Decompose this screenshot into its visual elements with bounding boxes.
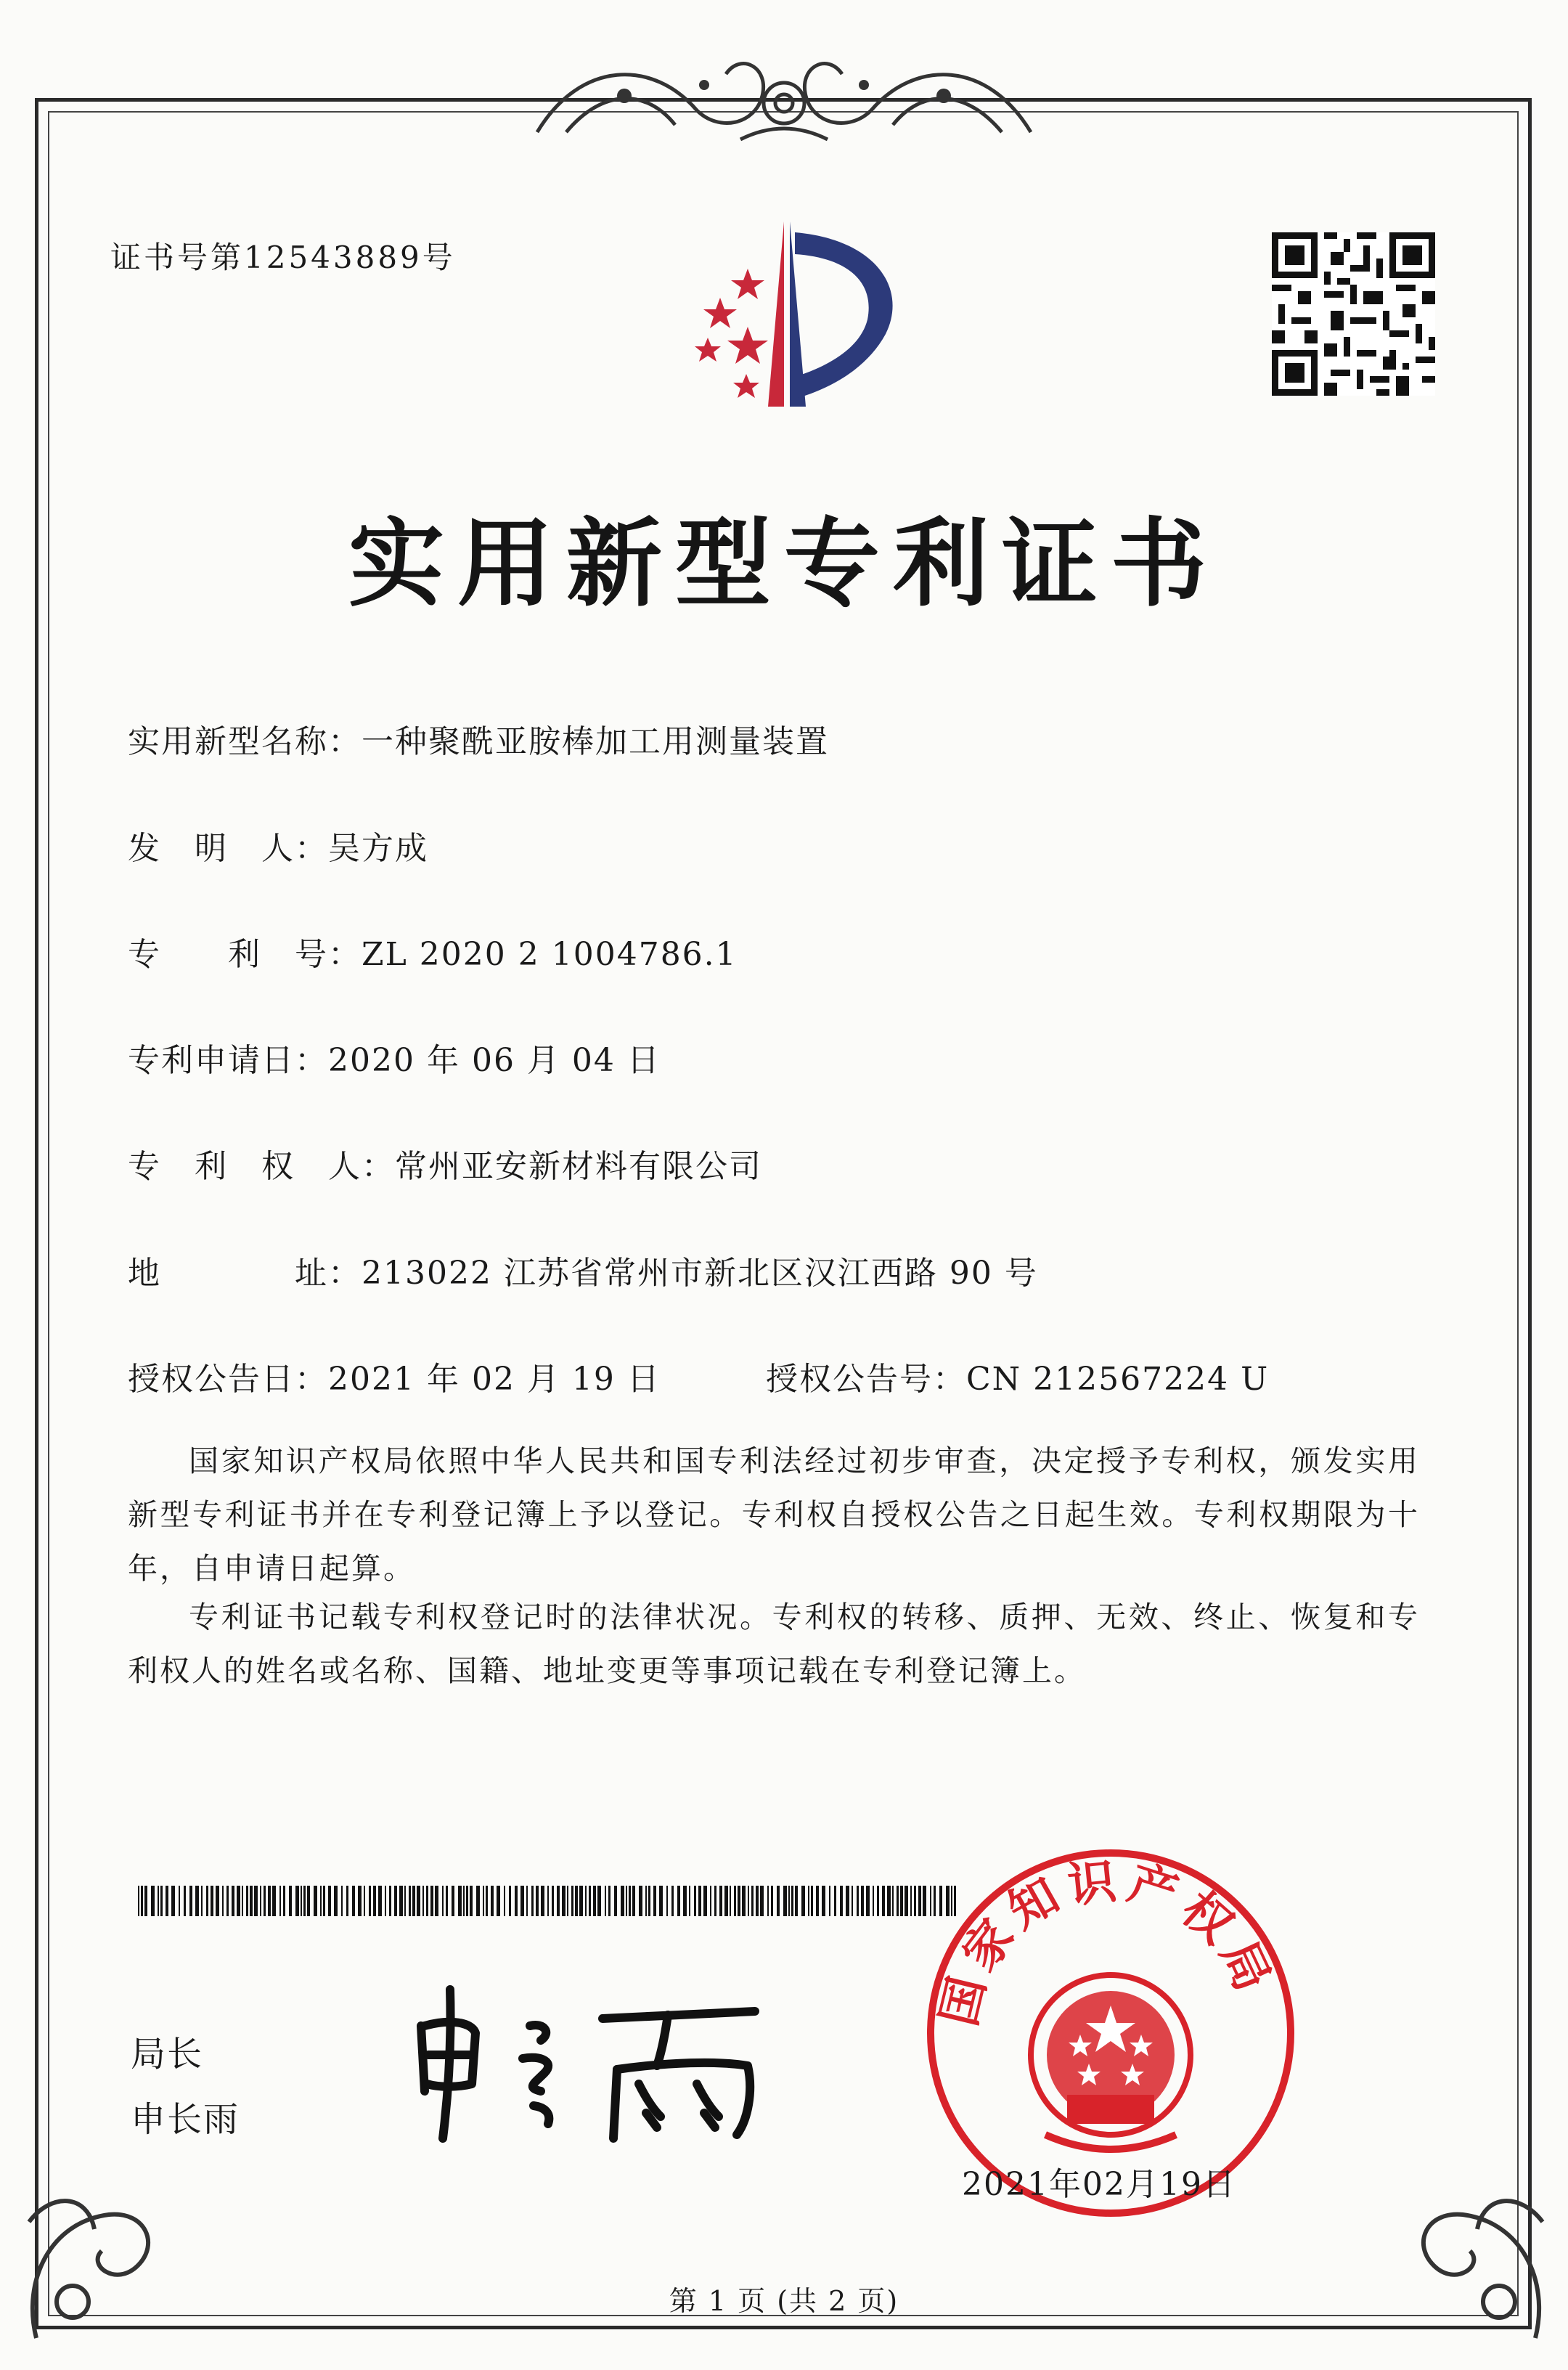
field-address: [128, 1247, 1038, 1293]
certificate-number: 证书号第12543889号: [110, 240, 456, 275]
field-application-date: [128, 1034, 661, 1080]
field-patent-number: [128, 928, 738, 974]
seal-date: 2021年02月19日: [962, 2166, 1236, 2203]
field-label: 授权公告日: [128, 1361, 295, 1398]
certificate-title: 实用新型专利证书: [348, 508, 1220, 620]
svg-text:国家知识产权局: 国家知识产权局: [929, 1852, 1285, 2032]
field-label: 授权公告号: [766, 1361, 933, 1398]
field-label: 专利申请日: [128, 1042, 295, 1079]
field-inventor: [128, 822, 428, 868]
field-utility-model-name: [128, 715, 829, 762]
handwritten-signature-icon: [407, 1982, 784, 2149]
corner-ornament-left-icon: [7, 2135, 174, 2353]
field-separator: ：: [328, 723, 362, 760]
field-separator: ：: [362, 1148, 395, 1185]
signatory-name: 申长雨: [131, 2099, 240, 2140]
field-label: 地 址: [128, 1255, 328, 1292]
field-value: 常州亚安新材料有限公司: [395, 1148, 762, 1185]
field-label: 专 利 权 人: [128, 1148, 362, 1185]
field-separator: ：: [295, 1361, 328, 1398]
field-separator: ：: [328, 1255, 362, 1292]
top-ornament-icon: [523, 45, 1045, 154]
field-value: ZL 2020 2 1004786.1: [362, 936, 738, 973]
qr-code-icon: [1272, 232, 1435, 396]
field-separator: ：: [295, 1042, 328, 1079]
legal-paragraph-1: 国家知识产权局依照中华人民共和国专利法经过初步审查，决定授予专利权，颁发实用新型专利证书并在专利登记簿上予以登记。专利权自授权公告之日起生效。专利权期限为十年，自申请日起算。: [128, 1443, 1420, 1586]
field-value: 213022 江苏省常州市新北区汉江西路 90 号: [362, 1255, 1038, 1292]
field-value: 2021 年 02 月 19 日: [328, 1361, 661, 1398]
field-separator: ：: [933, 1361, 966, 1398]
legal-paragraph-2: 专利证书记载专利权登记时的法律状况。专利权的转移、质押、无效、终止、恢复和专利权人的姓名或名称、国籍、地址变更等事项记载在专利登记簿上。: [128, 1600, 1420, 1688]
field-separator: ：: [295, 830, 328, 867]
signatory-title: 局长: [131, 2034, 204, 2074]
field-value: 一种聚酰亚胺棒加工用测量装置: [362, 723, 829, 760]
field-separator: ：: [328, 936, 362, 973]
field-patentee: [128, 1140, 762, 1186]
field-grant-date: [128, 1353, 661, 1399]
field-label: 专 利 号: [128, 936, 328, 973]
page-number: 第 1 页 (共 2 页): [669, 2285, 899, 2317]
barcode-icon: [138, 1886, 958, 1916]
field-value: 吴方成: [328, 830, 428, 867]
field-label: 实用新型名称: [128, 723, 328, 760]
field-value: CN 212567224 U: [966, 1361, 1270, 1398]
field-value: 2020 年 06 月 04 日: [328, 1042, 661, 1079]
corner-ornament-right-icon: [1397, 2135, 1564, 2353]
field-grant-number: [766, 1353, 1269, 1399]
cnipa-logo-icon: [639, 211, 929, 421]
field-label: 发 明 人: [128, 830, 295, 867]
